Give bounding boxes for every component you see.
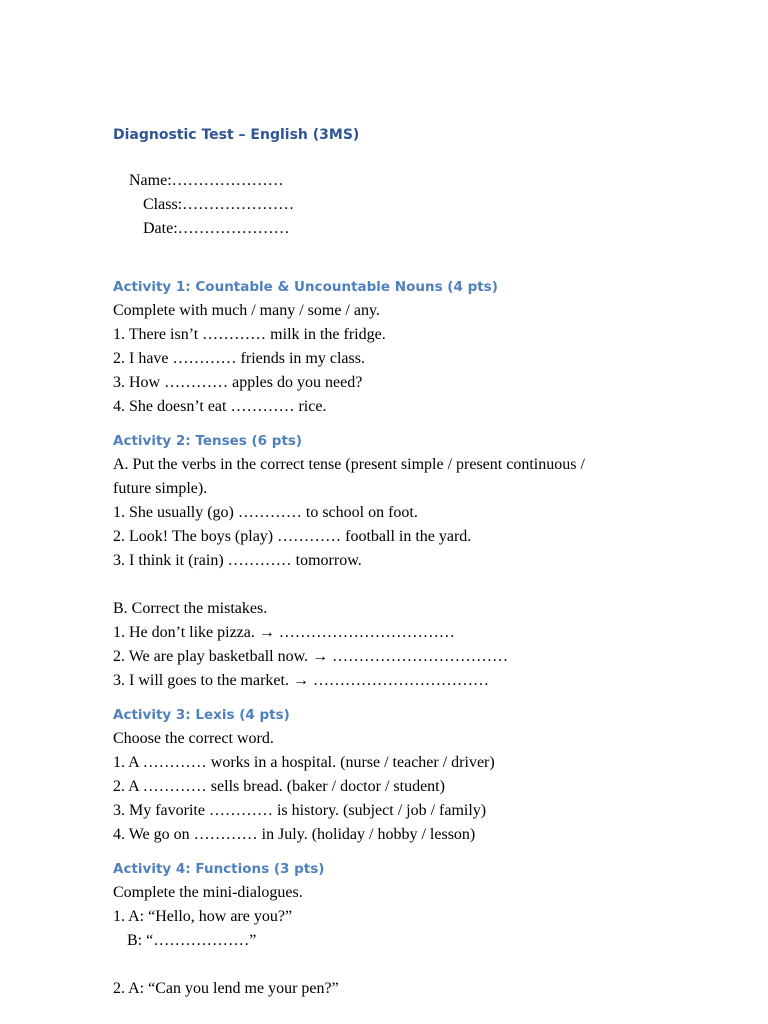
date-field: Date:………………… (143, 220, 290, 237)
activity-1-section (113, 277, 673, 419)
activity-4-instruction: Complete the mini-dialogues. (113, 884, 303, 901)
activity-1-instruction: Complete with much / many / some / any. (113, 302, 380, 319)
activity-3-item: 3. My favorite ………… is history. (subject / job / family) (113, 802, 487, 819)
dialogue-1-line-a: 1. A: “Hello, how are you?” (113, 908, 293, 925)
document-page (113, 125, 673, 1001)
activity-3-heading: Activity 3: Lexis (4 pts) (113, 707, 290, 723)
activity-1-item: 2. I have ………… friends in my class. (113, 350, 365, 367)
dialogue-2-line-a: 2. A: “Can you lend me your pen?” (113, 980, 339, 997)
student-info-line (113, 145, 673, 265)
activity-2a-instruction-line: A. Put the verbs in the correct tense (present simple / present continuous / (113, 456, 585, 473)
spacer (113, 953, 673, 977)
activity-3-item: 2. A ………… sells bread. (baker / doctor / student) (113, 778, 445, 795)
activity-3-item: 4. We go on ………… in July. (holiday / hobby / lesson) (113, 826, 476, 843)
activity-4-heading: Activity 4: Functions (3 pts) (113, 861, 325, 877)
activity-2a-item: 1. She usually (go) ………… to school on foot. (113, 504, 418, 521)
spacer (113, 573, 673, 597)
name-field: Name:………………… (129, 172, 284, 189)
class-field: Class:………………… (143, 196, 295, 213)
activity-2-section (113, 431, 673, 693)
activity-2b-instruction: B. Correct the mistakes. (113, 600, 268, 617)
activity-1-item: 3. How ………… apples do you need? (113, 374, 363, 391)
activity-2b-item: 1. He don’t like pizza. → …………………………… (113, 624, 455, 641)
activity-2a-item: 3. I think it (rain) ………… tomorrow. (113, 552, 362, 569)
activity-2a-instruction-line: future simple). (113, 480, 208, 497)
activity-2a-item: 2. Look! The boys (play) ………… football in the yard. (113, 528, 472, 545)
activity-1-item: 4. She doesn’t eat ………… rice. (113, 398, 327, 415)
dialogue-1-line-b: B: “………………” (127, 932, 257, 949)
activity-2b-item: 3. I will goes to the market. → …………………………… (113, 672, 489, 689)
document-title: Diagnostic Test – English (3MS) (113, 127, 360, 143)
activity-2b-item: 2. We are play basketball now. → …………………………… (113, 648, 509, 665)
activity-1-heading: Activity 1: Countable & Uncountable Nouns (4 pts) (113, 279, 498, 295)
activity-3-instruction: Choose the correct word. (113, 730, 274, 747)
activity-3-section (113, 705, 673, 847)
activity-1-item: 1. There isn’t ………… milk in the fridge. (113, 326, 386, 343)
activity-4-section (113, 859, 673, 1001)
activity-2-heading: Activity 2: Tenses (6 pts) (113, 433, 303, 449)
activity-3-item: 1. A ………… works in a hospital. (nurse / teacher / driver) (113, 754, 495, 771)
